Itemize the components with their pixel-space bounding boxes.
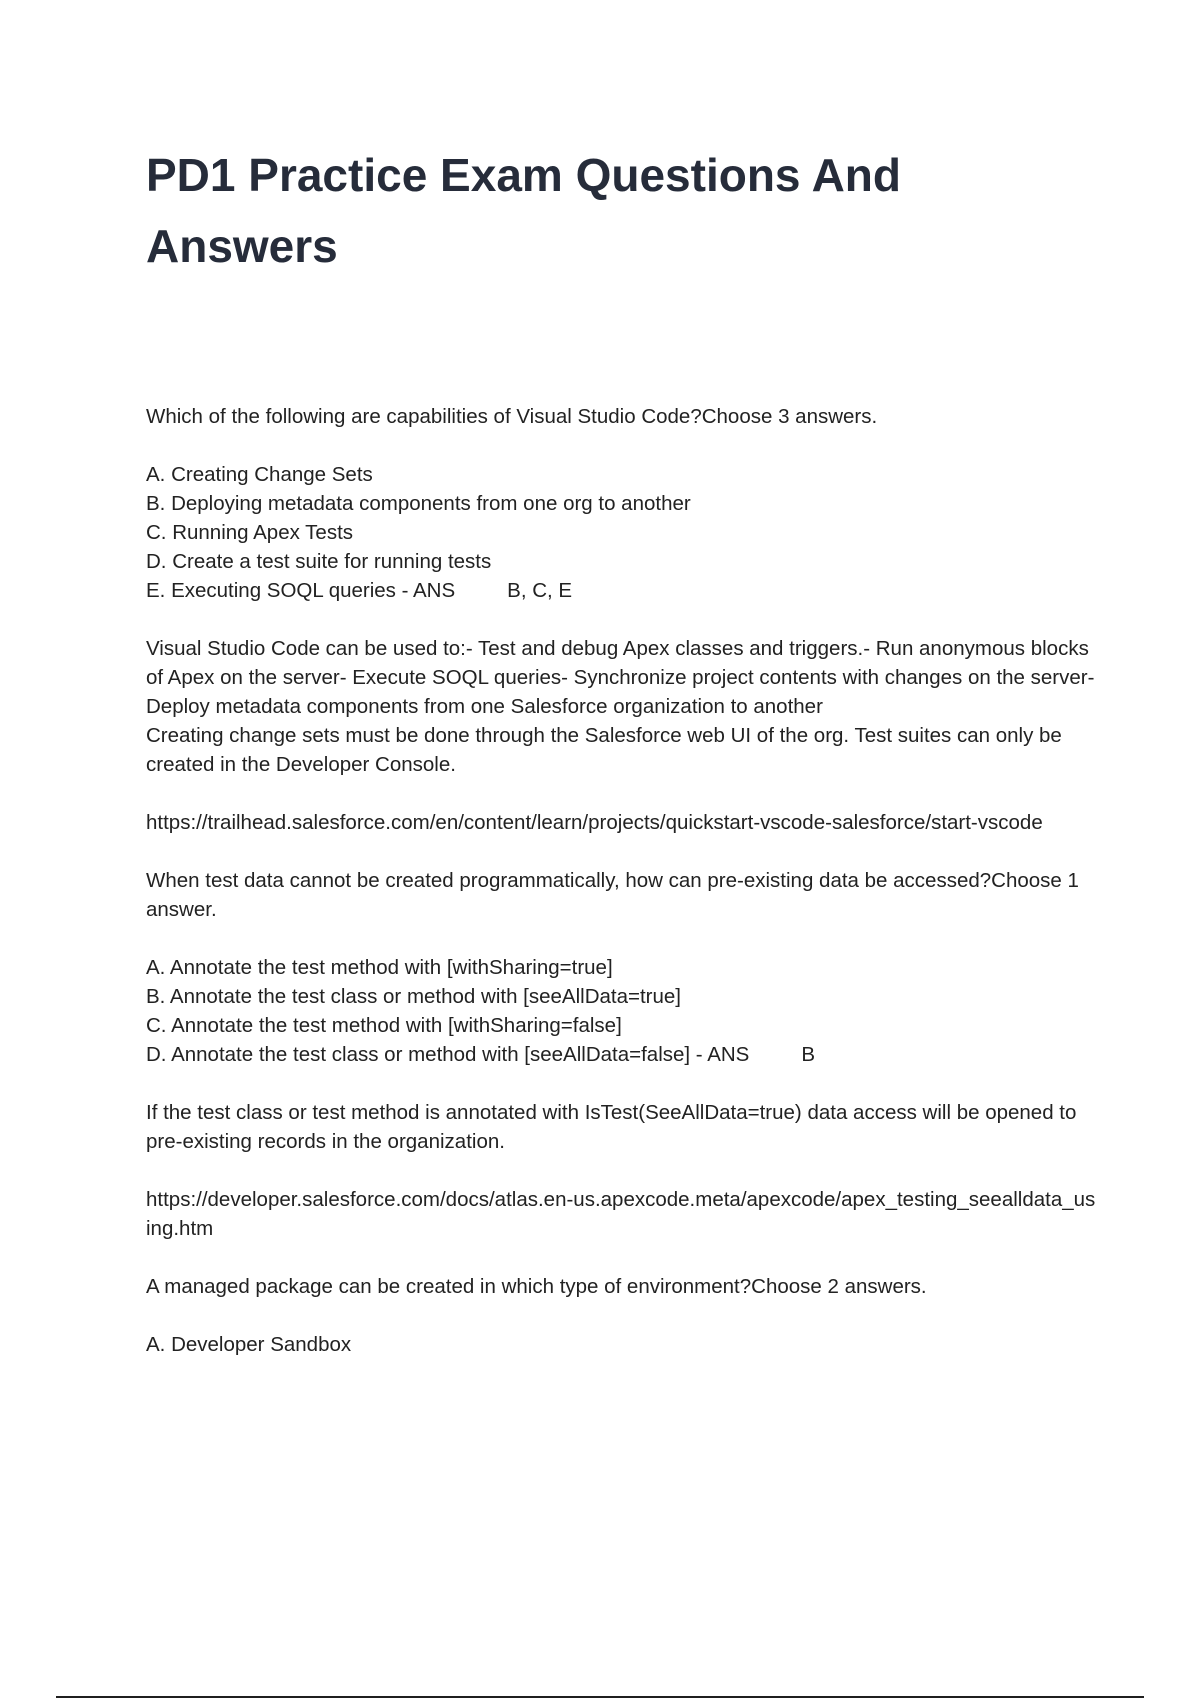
option-item-with-answer — [146, 576, 1096, 605]
question-1-text: Which of the following are capabilities of Visual Studio Code?Choose 3 answers. — [146, 405, 878, 428]
question-3-text: A managed package can be created in which type of environment?Choose 2 answers. — [146, 1275, 927, 1298]
option-item: B. Annotate the test class or method with [seeAllData=true] — [146, 985, 682, 1008]
option-item: B. Deploying metadata components from one org to another — [146, 492, 691, 515]
option-item: A. Developer Sandbox — [146, 1333, 352, 1356]
option-item: C. Annotate the test method with [withSharing=false] — [146, 1014, 622, 1037]
explanation-paragraph: Creating change sets must be done through the Salesforce web UI of the org. Test suites can only be created in the Developer Console. — [146, 724, 1062, 776]
option-item: A. Annotate the test method with [withSharing=true] — [146, 956, 613, 979]
question-2-text: When test data cannot be created programmatically, how can pre-existing data be accessed?Choose 1 answer. — [146, 869, 1079, 921]
reference-url: https://developer.salesforce.com/docs/atlas.en-us.apexcode.meta/apexcode/apex_testing_seealldata_using.htm — [146, 1188, 1096, 1240]
page-title: PD1 Practice Exam Questions And Answers — [146, 149, 902, 272]
question-1-options — [146, 460, 1096, 605]
question-2-explanation: If the test class or test method is annotated with IsTest(SeeAllData=true) data access will be opened to pre-existing records in the organization. — [146, 1101, 1077, 1153]
option-item: D. Annotate the test class or method with [seeAllData=false] - ANS — [146, 1043, 750, 1066]
answer-value: B, C, E — [507, 579, 573, 602]
question-1-reference-link — [146, 808, 1096, 837]
page-bottom-rule — [56, 1696, 1144, 1698]
option-item: E. Executing SOQL queries - ANS — [146, 579, 456, 602]
option-item: C. Running Apex Tests — [146, 521, 354, 544]
option-item-with-answer — [146, 1040, 1096, 1069]
document-body — [146, 402, 1096, 1388]
reference-url: https://trailhead.salesforce.com/en/content/learn/projects/quickstart-vscode-salesforce/start-vscode — [146, 811, 1043, 834]
question-1-explanation — [146, 634, 1096, 779]
question-2-options — [146, 953, 1096, 1069]
explanation-paragraph: Visual Studio Code can be used to:- Test and debug Apex classes and triggers.- Run anonymous blocks of Apex on the server- Execute SOQL queries- Synchronize project contents with changes on the server- Deploy metadata components from one Salesforce organization to another — [146, 637, 1095, 718]
question-3-options — [146, 1330, 1096, 1359]
option-item: A. Creating Change Sets — [146, 463, 373, 486]
question-2-reference-link — [146, 1185, 1096, 1243]
option-item: D. Create a test suite for running tests — [146, 550, 492, 573]
answer-value: B — [801, 1043, 816, 1066]
